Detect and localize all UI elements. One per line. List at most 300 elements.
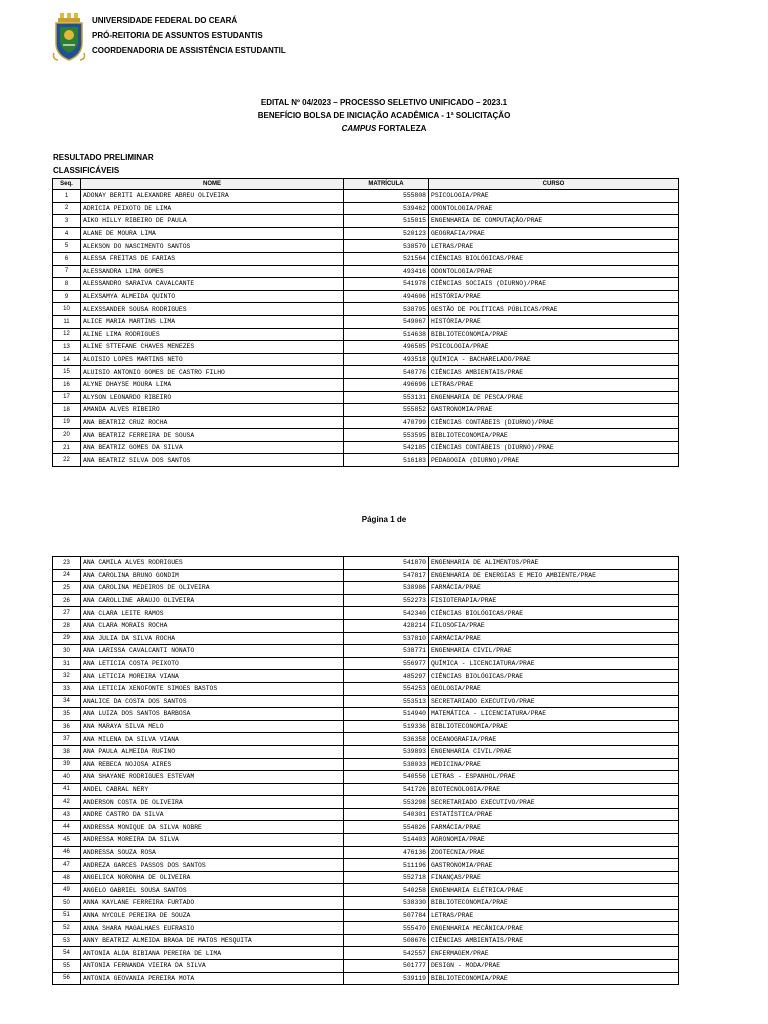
curso-cell: ENGENHARIA CIVIL/PRAE — [429, 745, 679, 758]
matricula-cell: 539893 — [344, 745, 429, 758]
table-row — [53, 745, 679, 758]
seq-cell: 28 — [53, 619, 81, 632]
name-cell: ALICE MARIA MARTINS LIMA — [81, 315, 344, 328]
seq-cell: 5 — [53, 240, 81, 253]
table-row — [53, 366, 679, 379]
matricula-cell: 519336 — [344, 720, 429, 733]
matricula-cell: 470799 — [344, 416, 429, 429]
table-row — [53, 202, 679, 215]
group-label: CLASSIFICÁVEIS — [53, 166, 120, 175]
matricula-cell: 508676 — [344, 934, 429, 947]
table-row — [53, 454, 679, 467]
matricula-cell: 547817 — [344, 569, 429, 582]
table-row — [53, 733, 679, 746]
seq-cell: 6 — [53, 252, 81, 265]
seq-cell: 50 — [53, 897, 81, 910]
name-cell: ANA REBECA NOJOSA AIRES — [81, 758, 344, 771]
curso-cell: LETRAS - ESPANHOL/PRAE — [429, 771, 679, 784]
table-row — [53, 278, 679, 291]
curso-cell: OCEANOGRAFIA/PRAE — [429, 733, 679, 746]
seq-cell: 8 — [53, 278, 81, 291]
curso-cell: ODONTOLOGIA/PRAE — [429, 202, 679, 215]
curso-cell: QUÍMICA - BACHARELADO/PRAE — [429, 353, 679, 366]
table-row — [53, 897, 679, 910]
curso-cell: ENFERMAGEM/PRAE — [429, 947, 679, 960]
curso-cell: ODONTOLOGIA/PRAE — [429, 265, 679, 278]
document-title — [0, 96, 768, 135]
name-cell: ANA LETICIA COSTA PEIXOTO — [81, 657, 344, 670]
seq-cell: 30 — [53, 645, 81, 658]
matricula-cell: 542185 — [344, 441, 429, 454]
seq-cell: 46 — [53, 846, 81, 859]
table-row — [53, 808, 679, 821]
table-row — [53, 569, 679, 582]
table-row — [53, 240, 679, 253]
curso-cell: MATEMÁTICA - LICENCIATURA/PRAE — [429, 708, 679, 721]
curso-cell: CIÊNCIAS BIOLÓGICAS/PRAE — [429, 670, 679, 683]
name-cell: ANA CAMILA ALVES RODRIGUES — [81, 557, 344, 570]
seq-cell: 22 — [53, 454, 81, 467]
seq-cell: 11 — [53, 315, 81, 328]
name-cell: ANTONIA FERNANDA VIEIRA DA SILVA — [81, 960, 344, 973]
name-cell: ANA LUIZA DOS SANTOS BARBOSA — [81, 708, 344, 721]
curso-cell: GEOGRAFIA/PRAE — [429, 227, 679, 240]
table-header-row — [53, 179, 679, 190]
matricula-cell: 515015 — [344, 215, 429, 228]
table-row — [53, 783, 679, 796]
matricula-cell: 539119 — [344, 972, 429, 985]
table-row — [53, 645, 679, 658]
curso-cell: CIÊNCIAS BIOLÓGICAS/PRAE — [429, 252, 679, 265]
seq-cell: 48 — [53, 871, 81, 884]
curso-cell: LETRAS/PRAE — [429, 909, 679, 922]
table-row — [53, 391, 679, 404]
name-cell: ANTONIA GEOVANIA PEREIRA MOTA — [81, 972, 344, 985]
matricula-cell: 507784 — [344, 909, 429, 922]
curso-cell: CIÊNCIAS AMBIENTAIS/PRAE — [429, 366, 679, 379]
seq-cell: 12 — [53, 328, 81, 341]
curso-cell: ENGENHARIA DE COMPUTAÇÃO/PRAE — [429, 215, 679, 228]
name-cell: ANNY BEATRIZ ALMEIDA BRAGA DE MATOS MESQUITA — [81, 934, 344, 947]
curso-cell: AGRONOMIA/PRAE — [429, 834, 679, 847]
name-cell: ANGELICA NORONHA DE OLIVEIRA — [81, 871, 344, 884]
curso-cell: HISTÓRIA/PRAE — [429, 315, 679, 328]
table-row — [53, 416, 679, 429]
curso-cell: GASTRONOMIA/PRAE — [429, 859, 679, 872]
name-cell: ANA CAROLINA BRUNO GONDIM — [81, 569, 344, 582]
name-cell: ANDRESSA SOUZA ROSA — [81, 846, 344, 859]
curso-cell: CIÊNCIAS BIOLÓGICAS/PRAE — [429, 607, 679, 620]
name-cell: ALEXSSANDER SOUSA RODRIGUES — [81, 303, 344, 316]
seq-cell: 27 — [53, 607, 81, 620]
curso-cell: FISIOTERAPIA/PRAE — [429, 594, 679, 607]
curso-cell: BIBLIOTECONOMIA/PRAE — [429, 429, 679, 442]
name-cell: ANA CLARA LEITE RAMOS — [81, 607, 344, 620]
matricula-cell: 537810 — [344, 632, 429, 645]
seq-cell: 51 — [53, 909, 81, 922]
curso-cell: PSICOLOGIA/PRAE — [429, 190, 679, 203]
table-row — [53, 557, 679, 570]
curso-cell: BIBLIOTECONOMIA/PRAE — [429, 972, 679, 985]
table-row — [53, 708, 679, 721]
table-row — [53, 846, 679, 859]
table-row — [53, 303, 679, 316]
curso-cell: LETRAS/PRAE — [429, 378, 679, 391]
table-row — [53, 771, 679, 784]
table-row — [53, 315, 679, 328]
curso-cell: ESTATÍSTICA/PRAE — [429, 808, 679, 821]
table-row — [53, 670, 679, 683]
table-row — [53, 657, 679, 670]
name-cell: ANA CLARA MORAIS ROCHA — [81, 619, 344, 632]
name-cell: AMANDA ALVES RIBEIRO — [81, 404, 344, 417]
name-cell: ANA JULIA DA SILVA ROCHA — [81, 632, 344, 645]
curso-cell: GEOLOGIA/PRAE — [429, 682, 679, 695]
table-row — [53, 252, 679, 265]
curso-cell: LETRAS/PRAE — [429, 240, 679, 253]
curso-cell: ENGENHARIA DE ENERGIAS E MEIO AMBIENTE/PRAE — [429, 569, 679, 582]
curso-cell: FARMÁCIA/PRAE — [429, 632, 679, 645]
results-table-page2 — [52, 556, 679, 985]
matricula-cell: 428214 — [344, 619, 429, 632]
seq-cell: 42 — [53, 796, 81, 809]
seq-cell: 37 — [53, 733, 81, 746]
seq-cell: 17 — [53, 391, 81, 404]
header-coordination: COORDENADORIA DE ASSISTÊNCIA ESTUDANTIL — [92, 46, 286, 55]
table-row — [53, 834, 679, 847]
curso-cell: BIBLIOTECONOMIA/PRAE — [429, 720, 679, 733]
seq-cell: 33 — [53, 682, 81, 695]
table-row — [53, 695, 679, 708]
seq-cell: 43 — [53, 808, 81, 821]
table-row — [53, 947, 679, 960]
table-row — [53, 441, 679, 454]
name-cell: ALEKSON DO NASCIMENTO SANTOS — [81, 240, 344, 253]
seq-cell: 40 — [53, 771, 81, 784]
name-cell: ANALICE DA COSTA DOS SANTOS — [81, 695, 344, 708]
table-row — [53, 594, 679, 607]
curso-cell: FARMÁCIA/PRAE — [429, 821, 679, 834]
name-cell: ALANE DE MOURA LIMA — [81, 227, 344, 240]
name-cell: ANA BEATRIZ SILVA DOS SANTOS — [81, 454, 344, 467]
seq-cell: 47 — [53, 859, 81, 872]
table-row — [53, 758, 679, 771]
matricula-cell: 553595 — [344, 429, 429, 442]
name-cell: ADRICIA PEIXOTO DE LIMA — [81, 202, 344, 215]
table-body — [53, 557, 679, 985]
seq-cell: 2 — [53, 202, 81, 215]
matricula-cell: 542557 — [344, 947, 429, 960]
seq-cell: 7 — [53, 265, 81, 278]
name-cell: ANDERSON COSTA DE OLIVEIRA — [81, 796, 344, 809]
table-row — [53, 404, 679, 417]
table-row — [53, 934, 679, 947]
curso-cell: SECRETARIADO EXECUTIVO/PRAE — [429, 796, 679, 809]
curso-cell: PSICOLOGIA/PRAE — [429, 341, 679, 354]
seq-cell: 49 — [53, 884, 81, 897]
name-cell: ANA LETICIA XENOFONTE SIMOES BASTOS — [81, 682, 344, 695]
matricula-cell: 554253 — [344, 682, 429, 695]
table-row — [53, 190, 679, 203]
curso-cell: BIBLIOTECONOMIA/PRAE — [429, 897, 679, 910]
page-number: Página 1 de — [361, 515, 407, 524]
curso-cell: GESTÃO DE POLÍTICAS PÚBLICAS/PRAE — [429, 303, 679, 316]
seq-cell: 39 — [53, 758, 81, 771]
curso-cell: FARMÁCIA/PRAE — [429, 582, 679, 595]
name-cell: ALESSA FREITAS DE FARIAS — [81, 252, 344, 265]
name-cell: ALEXSAMYA ALMEIDA QUINTO — [81, 290, 344, 303]
seq-cell: 36 — [53, 720, 81, 733]
name-cell: ANA PAULA ALMEIDA RUFINO — [81, 745, 344, 758]
curso-cell: SECRETARIADO EXECUTIVO/PRAE — [429, 695, 679, 708]
curso-cell: CIÊNCIAS AMBIENTAIS/PRAE — [429, 934, 679, 947]
table-row — [53, 796, 679, 809]
matricula-cell: 514403 — [344, 834, 429, 847]
seq-cell: 35 — [53, 708, 81, 721]
table-row — [53, 884, 679, 897]
curso-cell: DESIGN - MODA/PRAE — [429, 960, 679, 973]
matricula-cell: 538795 — [344, 303, 429, 316]
curso-cell: HISTÓRIA/PRAE — [429, 290, 679, 303]
seq-cell: 16 — [53, 378, 81, 391]
matricula-cell: 542340 — [344, 607, 429, 620]
matricula-cell: 555470 — [344, 922, 429, 935]
matricula-cell: 555808 — [344, 190, 429, 203]
matricula-cell: 514940 — [344, 708, 429, 721]
seq-cell: 24 — [53, 569, 81, 582]
name-cell: ANDRESSA MONIQUE DA SILVA NOBRE — [81, 821, 344, 834]
matricula-cell: 554826 — [344, 821, 429, 834]
name-cell: ANA MILENA DA SILVA VIANA — [81, 733, 344, 746]
seq-cell: 32 — [53, 670, 81, 683]
curso-cell: ZOOTECNIA/PRAE — [429, 846, 679, 859]
matricula-cell: 540301 — [344, 808, 429, 821]
col-matricula-header: MATRÍCULA — [344, 179, 429, 190]
table-row — [53, 328, 679, 341]
seq-cell: 56 — [53, 972, 81, 985]
curso-cell: QUÍMICA - LICENCIATURA/PRAE — [429, 657, 679, 670]
name-cell: ALINE STTEFANE CHAVES MENEZES — [81, 341, 344, 354]
table-row — [53, 227, 679, 240]
curso-cell: PEDAGOGIA (DIURNO)/PRAE — [429, 454, 679, 467]
matricula-cell: 541870 — [344, 557, 429, 570]
table-row — [53, 682, 679, 695]
table-row — [53, 632, 679, 645]
matricula-cell: 501777 — [344, 960, 429, 973]
matricula-cell: 552718 — [344, 871, 429, 884]
seq-cell: 41 — [53, 783, 81, 796]
matricula-cell: 540776 — [344, 366, 429, 379]
name-cell: ALYSON LEONARDO RIBEIRO — [81, 391, 344, 404]
curso-cell: FINANÇAS/PRAE — [429, 871, 679, 884]
name-cell: ANDRE CASTRO DA SILVA — [81, 808, 344, 821]
seq-cell: 14 — [53, 353, 81, 366]
table-row — [53, 290, 679, 303]
table-row — [53, 215, 679, 228]
curso-cell: BIOTECNOLOGIA/PRAE — [429, 783, 679, 796]
matricula-cell: 496585 — [344, 341, 429, 354]
matricula-cell: 552273 — [344, 594, 429, 607]
matricula-cell: 541726 — [344, 783, 429, 796]
name-cell: ANDREZA GARCES PASSOS DOS SANTOS — [81, 859, 344, 872]
title-edital: EDITAL Nº 04/2023 – PROCESSO SELETIVO UNIFICADO – 2023.1 — [260, 98, 508, 107]
seq-cell: 34 — [53, 695, 81, 708]
name-cell: ANA MARAYA SILVA MELO — [81, 720, 344, 733]
seq-cell: 3 — [53, 215, 81, 228]
curso-cell: ENGENHARIA DE PESCA/PRAE — [429, 391, 679, 404]
seq-cell: 55 — [53, 960, 81, 973]
curso-cell: MEDICINA/PRAE — [429, 758, 679, 771]
matricula-cell: 536358 — [344, 733, 429, 746]
matricula-cell: 553298 — [344, 796, 429, 809]
table-row — [53, 429, 679, 442]
title-campus — [0, 122, 768, 135]
name-cell: AIKO HILLY RIBEIRO DE PAULA — [81, 215, 344, 228]
name-cell: ANA SHAYANE RODRIGUES ESTEVAM — [81, 771, 344, 784]
header-pro-rectory: PRÓ-REITORIA DE ASSUNTOS ESTUDANTIS — [92, 31, 263, 40]
results-table-page1 — [52, 178, 679, 467]
table-row — [53, 859, 679, 872]
col-seq-header: Seq. — [53, 179, 81, 190]
name-cell: ANDEL CABRAL NERY — [81, 783, 344, 796]
curso-cell: FILOSOFIA/PRAE — [429, 619, 679, 632]
table-row — [53, 341, 679, 354]
table-row — [53, 909, 679, 922]
curso-cell: BIBLIOTECONOMIA/PRAE — [429, 328, 679, 341]
matricula-cell: 494606 — [344, 290, 429, 303]
matricula-cell: 511196 — [344, 859, 429, 872]
matricula-cell: 553513 — [344, 695, 429, 708]
seq-cell: 10 — [53, 303, 81, 316]
seq-cell: 31 — [53, 657, 81, 670]
matricula-cell: 520123 — [344, 227, 429, 240]
matricula-cell: 538330 — [344, 897, 429, 910]
name-cell: ANA LETICIA MOREIRA VIANA — [81, 670, 344, 683]
matricula-cell: 555852 — [344, 404, 429, 417]
seq-cell: 23 — [53, 557, 81, 570]
col-nome-header: NOME — [81, 179, 344, 190]
table-row — [53, 353, 679, 366]
matricula-cell: 538570 — [344, 240, 429, 253]
matricula-cell: 540556 — [344, 771, 429, 784]
title-campus-name: FORTALEZA — [376, 124, 427, 133]
seq-cell: 44 — [53, 821, 81, 834]
name-cell: ALINE LIMA RODRIGUES — [81, 328, 344, 341]
curso-cell: CIÊNCIAS CONTÁBEIS (DIURNO)/PRAE — [429, 441, 679, 454]
name-cell: ANA BEATRIZ CRUZ ROCHA — [81, 416, 344, 429]
col-curso-header: CURSO — [429, 179, 679, 190]
table-body — [53, 190, 679, 467]
name-cell: ANNA SHARA MAGALHAES EUFRASIO — [81, 922, 344, 935]
seq-cell: 4 — [53, 227, 81, 240]
seq-cell: 29 — [53, 632, 81, 645]
table-row — [53, 607, 679, 620]
name-cell: ALUISIO ANTONIO GOMES DE CASTRO FILHO — [81, 366, 344, 379]
curso-cell: CIÊNCIAS CONTÁBEIS (DIURNO)/PRAE — [429, 416, 679, 429]
name-cell: ALOISIO LOPES MARTINS NETO — [81, 353, 344, 366]
table-row — [53, 582, 679, 595]
matricula-cell: 538033 — [344, 758, 429, 771]
table-row — [53, 720, 679, 733]
seq-cell: 19 — [53, 416, 81, 429]
table-row — [53, 619, 679, 632]
name-cell: ALESSANDRO SARAIVA CAVALCANTE — [81, 278, 344, 291]
seq-cell: 20 — [53, 429, 81, 442]
university-crest-icon — [52, 13, 86, 61]
table-row — [53, 960, 679, 973]
curso-cell: ENGENHARIA CIVIL/PRAE — [429, 645, 679, 658]
curso-cell: GASTRONOMIA/PRAE — [429, 404, 679, 417]
matricula-cell: 476136 — [344, 846, 429, 859]
name-cell: ANGELO GABRIEL SOUSA SANTOS — [81, 884, 344, 897]
table-row — [53, 871, 679, 884]
seq-cell: 26 — [53, 594, 81, 607]
section-labels — [53, 151, 154, 177]
title-campus-label: CAMPUS — [341, 124, 377, 133]
table-row — [53, 265, 679, 278]
seq-cell: 9 — [53, 290, 81, 303]
name-cell: ADONAY BERITI ALEXANDRE ABREU OLIVEIRA — [81, 190, 344, 203]
name-cell: ANNA NYCOLE PEREIRA DE SOUZA — [81, 909, 344, 922]
seq-cell: 25 — [53, 582, 81, 595]
curso-cell: CIÊNCIAS SOCIAIS (DIURNO)/PRAE — [429, 278, 679, 291]
seq-cell: 52 — [53, 922, 81, 935]
matricula-cell: 493416 — [344, 265, 429, 278]
matricula-cell: 538986 — [344, 582, 429, 595]
matricula-cell: 540258 — [344, 884, 429, 897]
name-cell: ANDRESSA MOREIRA DA SILVA — [81, 834, 344, 847]
table-row — [53, 378, 679, 391]
matricula-cell: 556977 — [344, 657, 429, 670]
curso-cell: ENGENHARIA DE ALIMENTOS/PRAE — [429, 557, 679, 570]
table-row — [53, 972, 679, 985]
matricula-cell: 514638 — [344, 328, 429, 341]
matricula-cell: 516183 — [344, 454, 429, 467]
seq-cell: 53 — [53, 934, 81, 947]
matricula-cell: 496696 — [344, 378, 429, 391]
seq-cell: 15 — [53, 366, 81, 379]
seq-cell: 21 — [53, 441, 81, 454]
result-label: RESULTADO PRELIMINAR — [53, 153, 154, 162]
matricula-cell: 493518 — [344, 353, 429, 366]
seq-cell: 38 — [53, 745, 81, 758]
name-cell: ANTONIA ALDA BIBIANA PEREIRA DE LIMA — [81, 947, 344, 960]
header-university: UNIVERSIDADE FEDERAL DO CEARÁ — [92, 16, 238, 25]
seq-cell: 1 — [53, 190, 81, 203]
matricula-cell: 539462 — [344, 202, 429, 215]
title-benefit: BENEFÍCIO BOLSA DE INICIAÇÃO ACADÊMICA - 1ª SOLICITAÇÃO — [257, 111, 511, 120]
name-cell: ALESSANDRA LIMA GOMES — [81, 265, 344, 278]
matricula-cell: 549067 — [344, 315, 429, 328]
matricula-cell: 521564 — [344, 252, 429, 265]
seq-cell: 13 — [53, 341, 81, 354]
matricula-cell: 538771 — [344, 645, 429, 658]
name-cell: ANNA KAYLANE FERREIRA FURTADO — [81, 897, 344, 910]
institution-header — [92, 13, 286, 58]
table-row — [53, 922, 679, 935]
name-cell: ANA BEATRIZ GOMES DA SILVA — [81, 441, 344, 454]
name-cell: ALYNE DHAYSE MOURA LIMA — [81, 378, 344, 391]
name-cell: ANA LARISSA CAVALCANTI NONATO — [81, 645, 344, 658]
table-row — [53, 821, 679, 834]
seq-cell: 45 — [53, 834, 81, 847]
name-cell: ANA CAROLINA MEDEIROS DE OLIVEIRA — [81, 582, 344, 595]
matricula-cell: 553131 — [344, 391, 429, 404]
name-cell: ANA CAROLLINE ARAUJO OLIVEIRA — [81, 594, 344, 607]
matricula-cell: 541978 — [344, 278, 429, 291]
curso-cell: ENGENHARIA ELÉTRICA/PRAE — [429, 884, 679, 897]
seq-cell: 54 — [53, 947, 81, 960]
